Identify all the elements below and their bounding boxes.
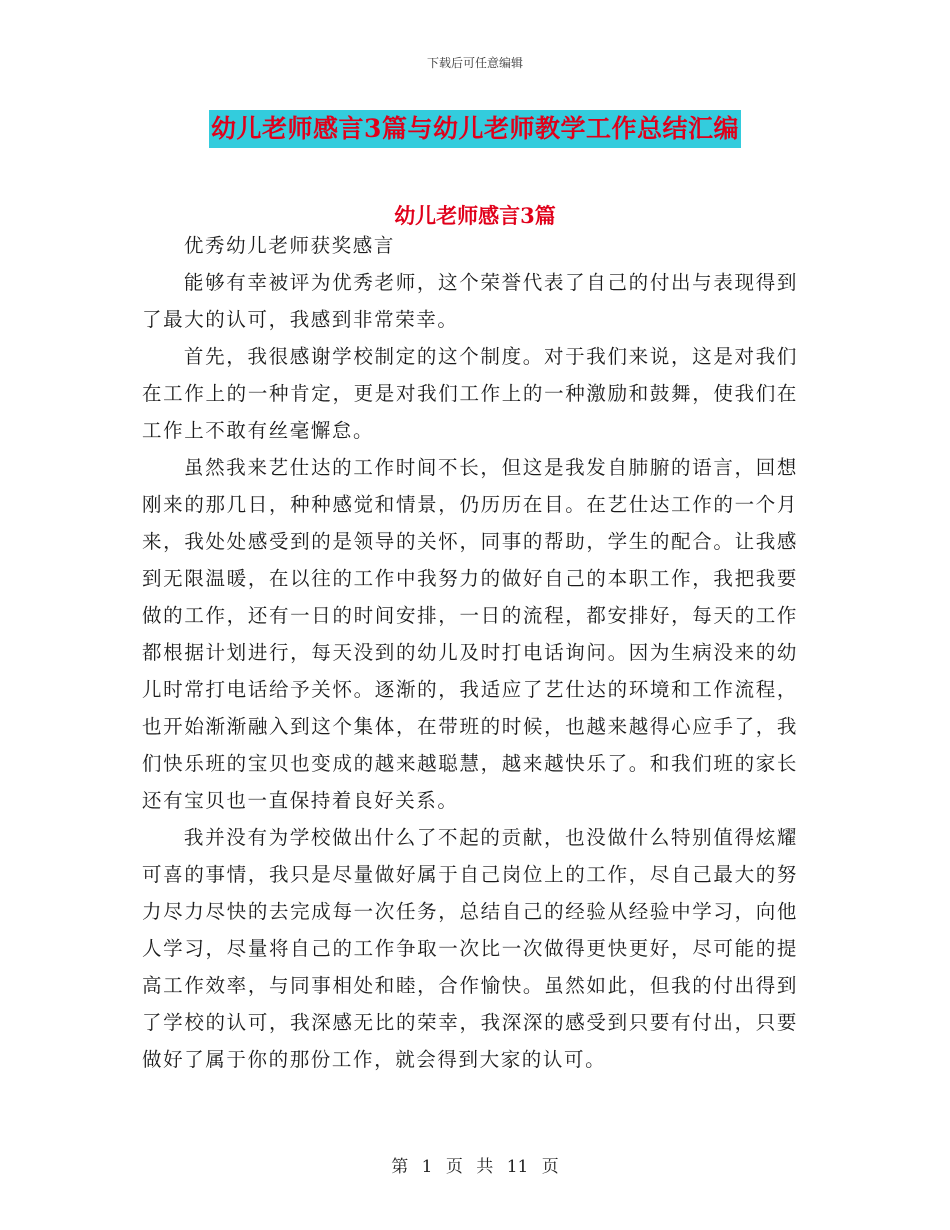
document-title-wrap xyxy=(0,110,950,148)
section-title: 幼儿老师感言3篇 xyxy=(394,203,556,228)
footer-total-word: 共 xyxy=(476,1157,494,1177)
document-body xyxy=(142,227,798,1078)
paragraph-4: 我并没有为学校做出什么了不起的贡献，也没做什么特别值得炫耀可喜的事情，我只是尽量做好属于自己岗位上的工作，尽自己最大的努力尽力尽快的去完成每一次任务，总结自己的经验从经验中学习，向他人学习，尽量将自己的工作争取一次比一次做得更快更好，尽可能的提高工作效率，与同事相处和睦，合作愉快。虽然如此，但我的付出得到了学校的认可，我深感无比的荣幸，我深深的感受到只要有付出，只要做好了属于你的那份工作，就会得到大家的认可。 xyxy=(142,826,798,1071)
paragraph-1: 能够有幸被评为优秀老师，这个荣誉代表了自己的付出与表现得到了最大的认可，我感到非常荣幸。 xyxy=(142,271,798,331)
document-title: 幼儿老师感言3篇与幼儿老师教学工作总结汇编 xyxy=(209,110,741,148)
paragraph-2: 首先，我很感谢学校制定的这个制度。对于我们来说，这是对我们在工作上的一种肯定，更是对我们工作上的一种激励和鼓舞，使我们在工作上不敢有丝毫懈怠。 xyxy=(142,345,798,442)
paragraph-3: 虽然我来艺仕达的工作时间不长，但这是我发自肺腑的语言，回想刚来的那几日，种种感觉和情景，仍历历在目。在艺仕达工作的一个月来，我处处感受到的是领导的关怀，同事的帮助，学生的配合。让我感到无限温暖，在以往的工作中我努力的做好自己的本职工作，我把我要做的工作，还有一日的时间安排，一日的流程，都安排好，每天的工作都根据计划进行，每天没到的幼儿及时打电话询问。因为生病没来的幼儿时常打电话给予关怀。逐渐的，我适应了艺仕达的环境和工作流程，也开始渐渐融入到这个集体，在带班的时候，也越来越得心应手了，我们快乐班的宝贝也变成的越来越聪慧，越来越快乐了。和我们班的家长还有宝贝也一直保持着良好关系。 xyxy=(142,456,798,812)
footer-total-unit: 页 xyxy=(541,1157,559,1177)
footer-page-number: 1 xyxy=(421,1157,433,1177)
page-footer xyxy=(0,1152,950,1177)
footer-page-unit: 页 xyxy=(445,1157,463,1177)
footer-page-word: 第 xyxy=(391,1157,409,1177)
footer-total-pages: 11 xyxy=(506,1157,529,1177)
subtitle: 优秀幼儿老师获奖感言 xyxy=(183,234,395,257)
header-note: 下载后可任意编辑 xyxy=(426,56,523,70)
